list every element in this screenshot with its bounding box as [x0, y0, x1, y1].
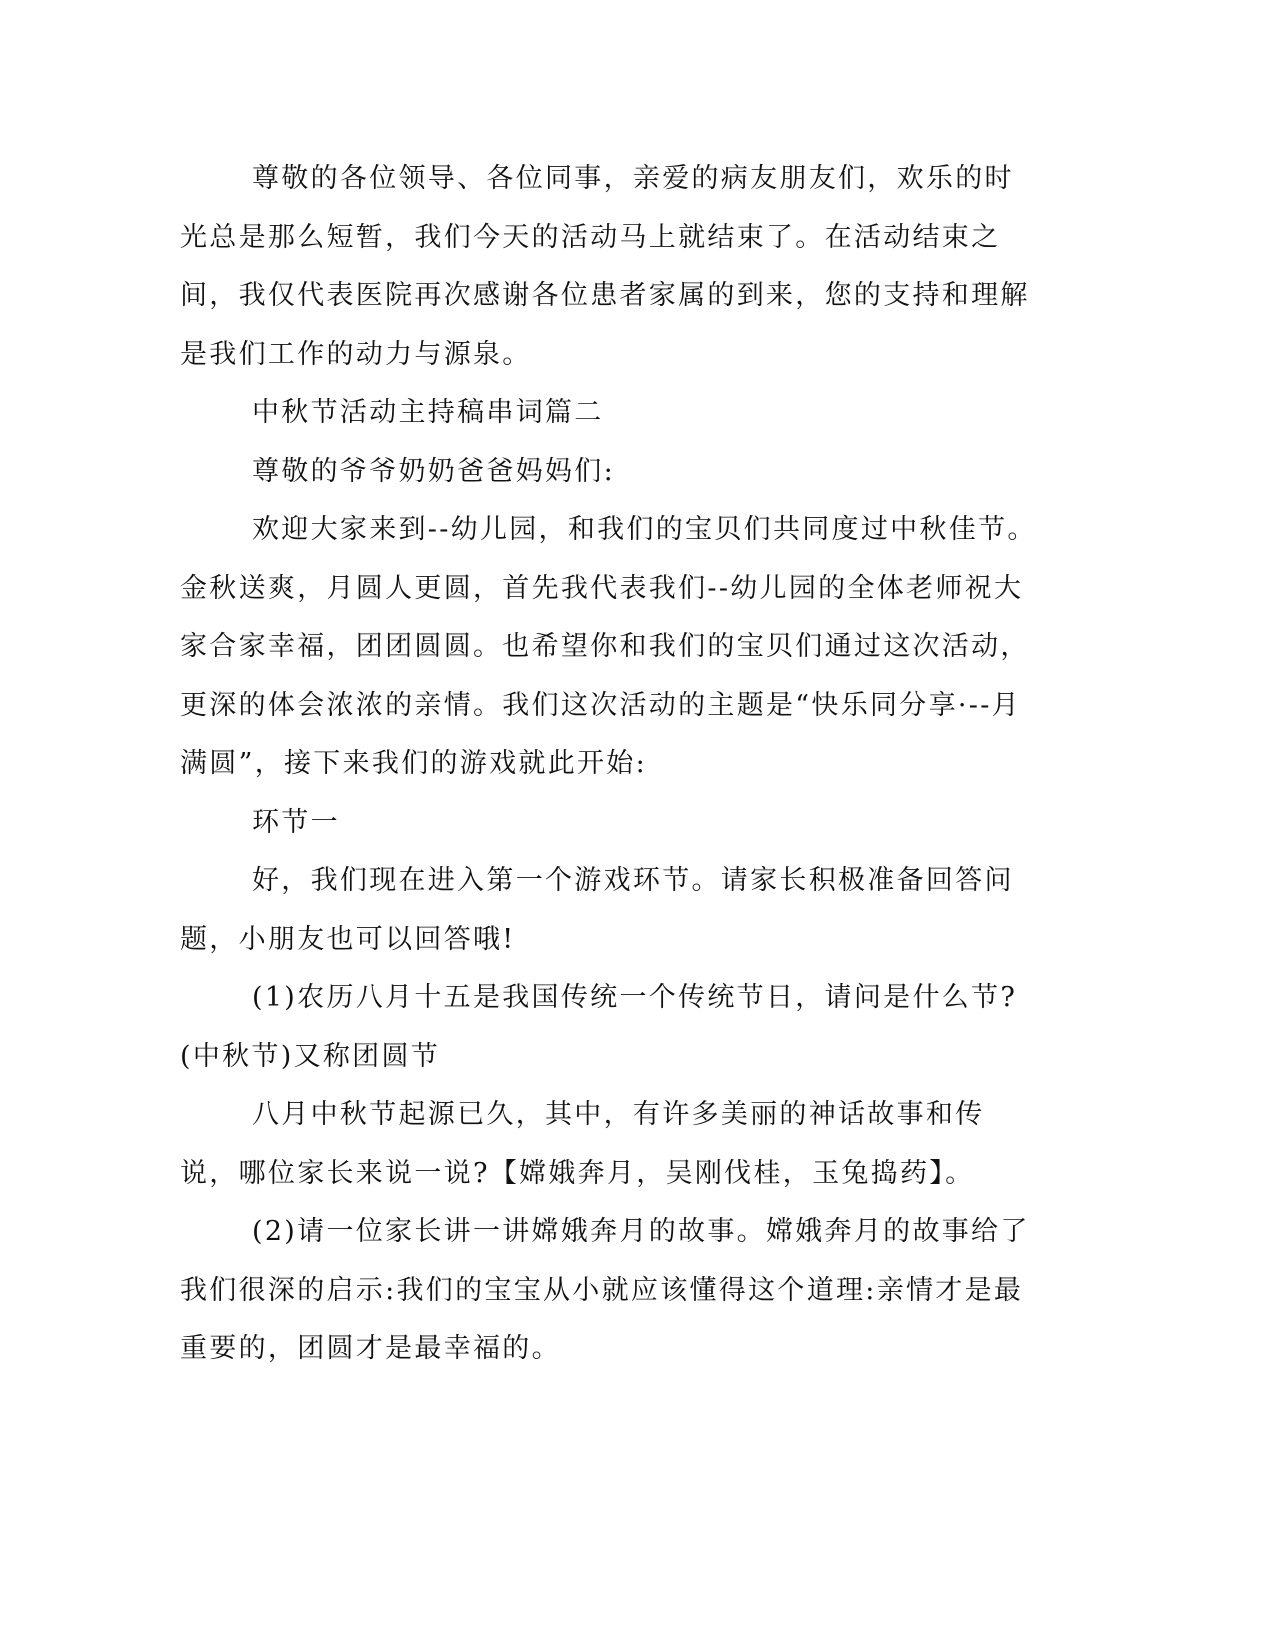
- paragraph-question-1: (1)农历八月十五是我国传统一个传统节日，请问是什么节?(中秋节)又称团圆节: [180, 982, 1018, 1072]
- paragraph-closing-thanks: 尊敬的各位领导、各位同事，亲爱的病友朋友们，欢乐的时光总是那么短暂，我们今天的活动马上就结束了。在活动结束之间，我仅代表医院再次感谢各位患者家属的到来，您的支持和理解是我们工作的动力与源泉。: [180, 163, 1030, 370]
- paragraph-question-2: (2)请一位家长讲一讲嫦娥奔月的故事。嫦娥奔月的故事给了我们很深的启示:我们的宝宝从小就应该懂得这个道理:亲情才是最重要的，团圆才是最幸福的。: [180, 1216, 1030, 1364]
- document-page: [180, 150, 1040, 1379]
- paragraph-legends: 八月中秋节起源已久，其中，有许多美丽的神话故事和传说，哪位家长来说一说?【嫦娥奔月，吴刚伐桂，玉兔捣药】。: [180, 1099, 985, 1189]
- paragraph-greeting: 尊敬的爷爷奶奶爸爸妈妈们:: [252, 455, 615, 487]
- section-title: 中秋节活动主持稿串词篇二: [252, 397, 604, 428]
- paragraph-game-intro: 好，我们现在进入第一个游戏环节。请家长积极准备回答问题，小朋友也可以回答哦!: [180, 865, 1014, 955]
- segment-heading: 环节一: [252, 806, 340, 838]
- paragraph-welcome: 欢迎大家来到--幼儿园，和我们的宝贝们共同度过中秋佳节。金秋送爽，月圆人更圆，首先我代表我们--幼儿园的全体老师祝大家合家幸福，团团圆圆。也希望你和我们的宝贝们通过这次活动，更深的体会浓浓的亲情。我们这次活动的主题是“快乐同分享·--月满圆”，接下来我们的游戏就此开始:: [180, 514, 1037, 779]
